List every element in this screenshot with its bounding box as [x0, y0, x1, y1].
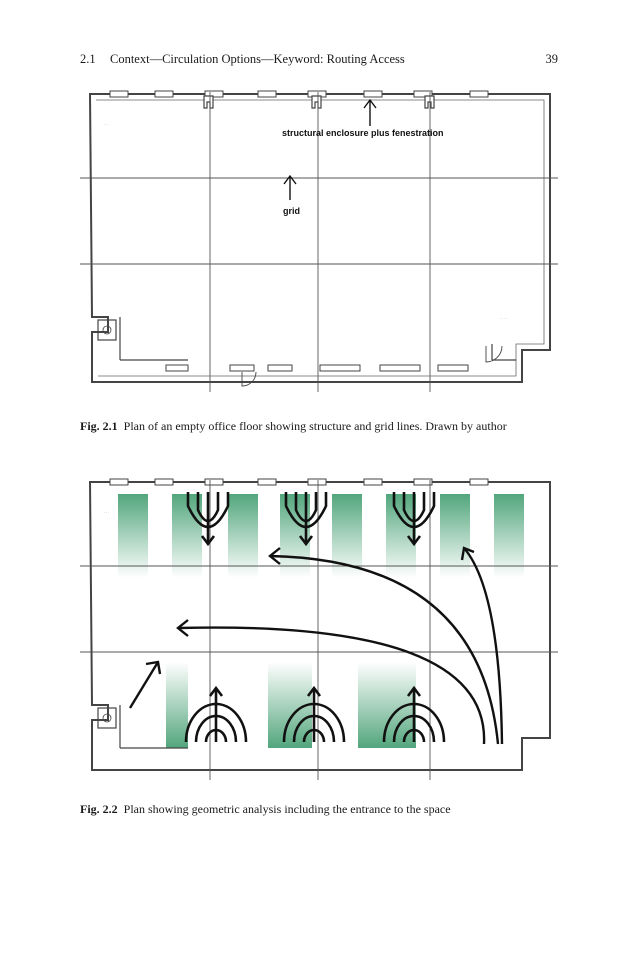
- annotation-grid: grid: [283, 206, 300, 216]
- annotation-enclosure: structural enclosure plus fenestration: [282, 128, 444, 138]
- caption-text: Plan of an empty office floor showing structure and grid lines. Drawn by author: [123, 419, 507, 433]
- plan-note: · · ·: [104, 123, 110, 127]
- figure-caption: [80, 802, 558, 817]
- section-title: Context—Circulation Options—Keyword: Routing Access: [110, 52, 405, 66]
- plan-note: · · ·: [104, 511, 110, 515]
- section-number: 2.1: [80, 52, 96, 66]
- caption-label: Fig. 2.2: [80, 802, 118, 816]
- floor-plan-empty: [80, 82, 558, 392]
- figure-caption: [80, 419, 558, 434]
- floor-plan-analysis: [80, 470, 558, 780]
- caption-label: Fig. 2.1: [80, 419, 118, 433]
- page-number: 39: [545, 52, 558, 66]
- plan-note: · · · ·: [500, 317, 508, 321]
- caption-text: Plan showing geometric analysis including the entrance to the space: [123, 802, 451, 816]
- figure-2-2: [80, 470, 558, 780]
- figure-2-1: [80, 82, 558, 392]
